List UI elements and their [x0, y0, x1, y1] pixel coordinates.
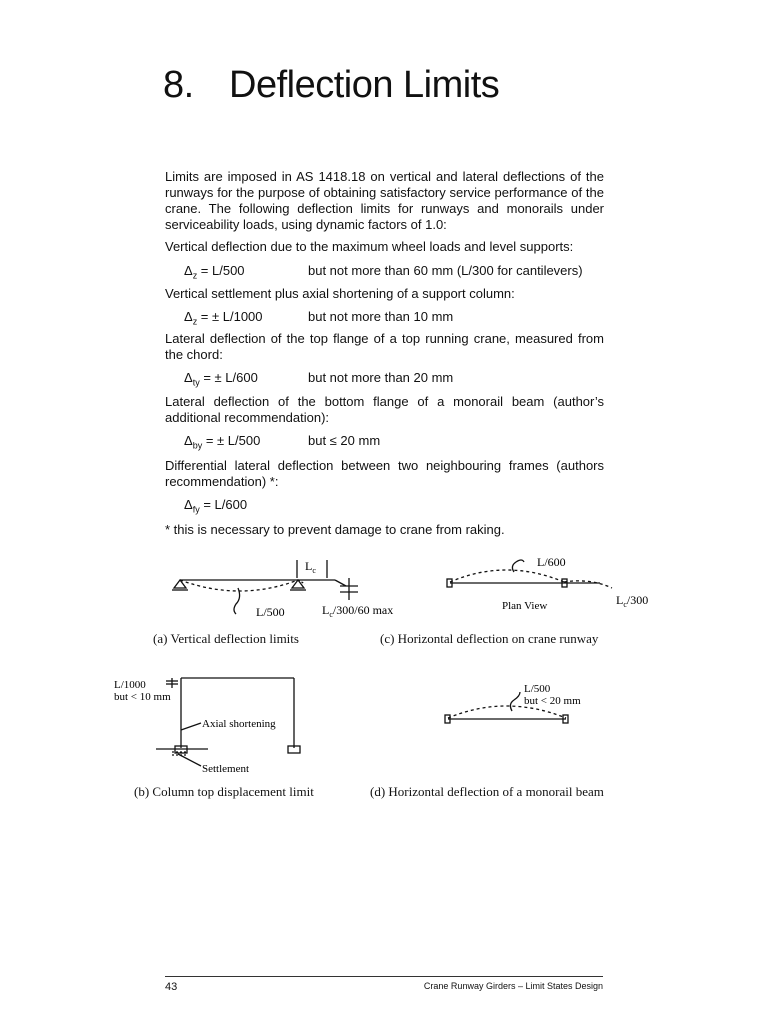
delta-subscript: z [192, 270, 198, 281]
delta-symbol: Δ [184, 497, 193, 512]
delta-symbol: Δ [184, 263, 193, 278]
figure-d-monorail [440, 678, 640, 738]
label-l500: L/500 [256, 605, 285, 619]
caption-d: (d) Horizontal deflection of a monorail beam [370, 784, 604, 799]
equation-expression: = ± L/1000 [197, 309, 263, 324]
page-number: 43 [165, 981, 178, 993]
label-lc-max: $L_c/300/60$ max [322, 603, 394, 619]
label-lc: $L_c$ [305, 559, 316, 575]
footnote-raking: * this is necessary to prevent damage to crane from raking. [165, 522, 505, 537]
caption-a: (a) Vertical deflection limits [153, 631, 299, 646]
equation-differential [184, 497, 247, 518]
deflected-shape [448, 706, 566, 718]
equation-lateral-bottom [184, 433, 381, 454]
equation-settlement [184, 309, 454, 330]
intro-paragraph: Limits are imposed in AS 1418.18 on vertical and lateral deflections of the runways for the purpose of obtaining satisfactory service performance of the crane. The following deflection limits for runways and monorails under serviceability loads, using dynamic factors of 1.0: [165, 169, 604, 232]
delta-symbol: Δ [184, 433, 193, 448]
equation-expression: = L/600 [199, 497, 248, 512]
delta-subscript: fy [192, 504, 200, 515]
footer-divider [165, 976, 603, 977]
leader-l500 [510, 692, 520, 711]
item-text-vertical: Vertical deflection due to the maximum wheel loads and level supports: [165, 239, 574, 254]
item-text-lateral-top: Lateral deflection of the top flange of a top running crane, measured from the chord: [165, 331, 604, 362]
figure-a-vertical-deflection [170, 552, 420, 627]
item-text-settlement: Vertical settlement plus axial shortening of a support column: [165, 286, 515, 301]
label-settlement: Settlement [202, 763, 250, 775]
delta-symbol: Δ [184, 370, 193, 385]
delta-subscript: ty [192, 377, 200, 388]
figure-b-column-displacement [112, 672, 322, 782]
delta-symbol: Δ [184, 309, 193, 324]
equation-condition: but not more than 20 mm [308, 370, 454, 385]
label-plan-view: Plan View [502, 600, 548, 612]
item-text-differential: Differential lateral deflection between two neighbouring frames (authors recommendation) *: [165, 458, 604, 489]
section-title: Deflection Limits [229, 64, 500, 106]
equation-expression: = ± L/500 [202, 433, 261, 448]
delta-subscript: by [192, 440, 203, 451]
equation-vertical [184, 263, 583, 284]
equation-expression: = L/500 [197, 263, 245, 278]
label-lc-300: $L_c/300$ [616, 593, 649, 609]
leader-l500 [234, 588, 240, 614]
caption-b: (b) Column top displacement limit [134, 784, 314, 799]
deflected-shape [450, 570, 564, 582]
equation-lateral-top [184, 370, 454, 391]
support-left [174, 580, 186, 588]
delta-subscript: z [192, 316, 198, 327]
label-l500: L/500 [524, 683, 551, 695]
label-l1000: L/1000 [114, 679, 146, 691]
running-footer-title: Crane Runway Girders – Limit States Design [423, 981, 603, 991]
section-heading [163, 64, 499, 107]
label-l600: L/600 [537, 555, 566, 569]
equation-condition: but not more than 10 mm [308, 309, 454, 324]
caption-c: (c) Horizontal deflection on crane runway [380, 631, 599, 646]
figure-c-horizontal-runway [440, 552, 660, 622]
leader-l600 [512, 560, 524, 572]
equation-condition: but not more than 60 mm (L/300 for cantilevers) [308, 263, 583, 278]
label-but-10mm: but < 10 mm [114, 691, 171, 703]
equation-expression: = ± L/600 [199, 370, 258, 385]
label-axial-shortening: Axial shortening [202, 718, 276, 730]
label-but-20mm: but < 20 mm [524, 695, 581, 707]
equation-condition: but ≤ 20 mm [308, 433, 381, 448]
section-number: 8. [163, 64, 194, 106]
item-text-lateral-bottom: Lateral deflection of the bottom flange of a monorail beam (author’s additional recommendation): [165, 394, 604, 425]
